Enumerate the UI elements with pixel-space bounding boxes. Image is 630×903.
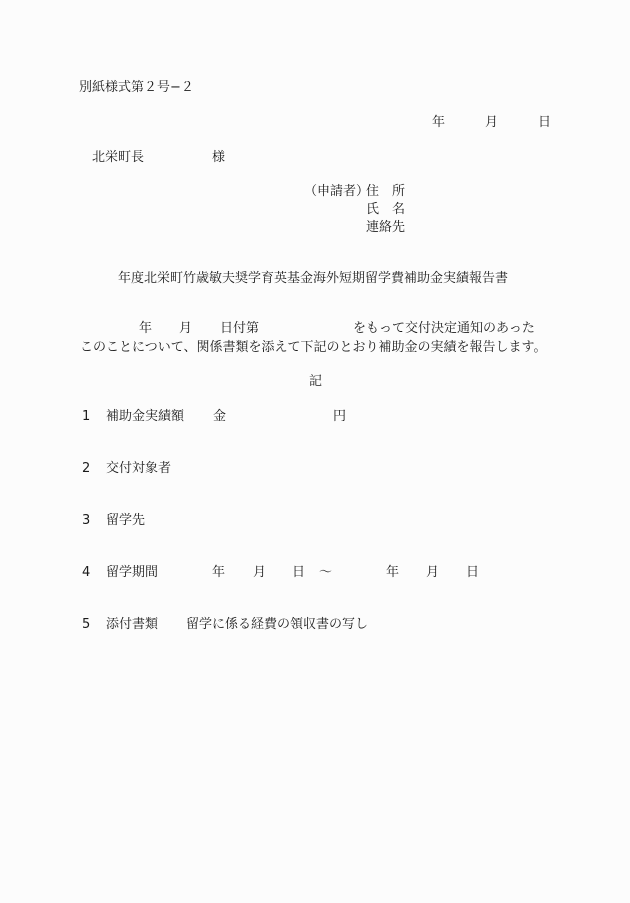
item-1-number: 1 — [82, 409, 91, 424]
item-1-suffix: 円 — [333, 409, 347, 424]
applicant-contact-label: 連絡先 — [366, 220, 406, 235]
item-2-label: 交付対象者 — [106, 461, 172, 476]
item-4-number: 4 — [82, 565, 91, 580]
body-report-statement: このことについて、関係書類を添えて下記のとおり補助金の実績を報告します。 — [80, 340, 547, 355]
item-4-tilde: 〜 — [319, 565, 333, 580]
item-4-label: 留学期間 — [106, 565, 159, 580]
item-5-label: 添付書類 — [106, 617, 159, 632]
document-title: 年度北栄町竹歳敏夫奨学育英基金海外短期留学費補助金実績報告書 — [118, 271, 509, 286]
addressee-honorific: 様 — [212, 150, 226, 165]
item-4-from-month: 月 — [253, 565, 267, 580]
applicant-address-label: 住 所 — [366, 184, 406, 199]
body-month: 月 — [179, 321, 193, 336]
item-2-number: 2 — [82, 461, 91, 476]
item-4-to-day: 日 — [466, 565, 480, 580]
addressee-name: 北栄町長 — [92, 150, 145, 165]
item-1-label: 補助金実績額 — [106, 409, 185, 424]
item-1-prefix: 金 — [213, 409, 227, 424]
date-year: 年 — [432, 115, 446, 130]
item-3-number: 3 — [82, 513, 91, 528]
applicant-label: （申請者） — [304, 184, 370, 199]
ki-heading: 記 — [309, 374, 323, 389]
item-3-label: 留学先 — [106, 513, 146, 528]
item-4-to-month: 月 — [426, 565, 440, 580]
date-month: 月 — [485, 115, 499, 130]
applicant-name-label: 氏 名 — [366, 202, 406, 217]
form-number: 別紙様式第２号−２ — [79, 80, 194, 95]
body-year: 年 — [139, 321, 153, 336]
body-dated-no: 日付第 — [220, 321, 260, 336]
item-5-number: 5 — [82, 617, 91, 632]
item-4-from-day: 日 — [292, 565, 306, 580]
date-day: 日 — [538, 115, 552, 130]
item-5-value: 留学に係る経費の領収書の写し — [186, 617, 369, 632]
item-4-from-year: 年 — [212, 565, 226, 580]
body-notice: をもって交付決定通知のあった — [353, 321, 535, 336]
item-4-to-year: 年 — [386, 565, 400, 580]
